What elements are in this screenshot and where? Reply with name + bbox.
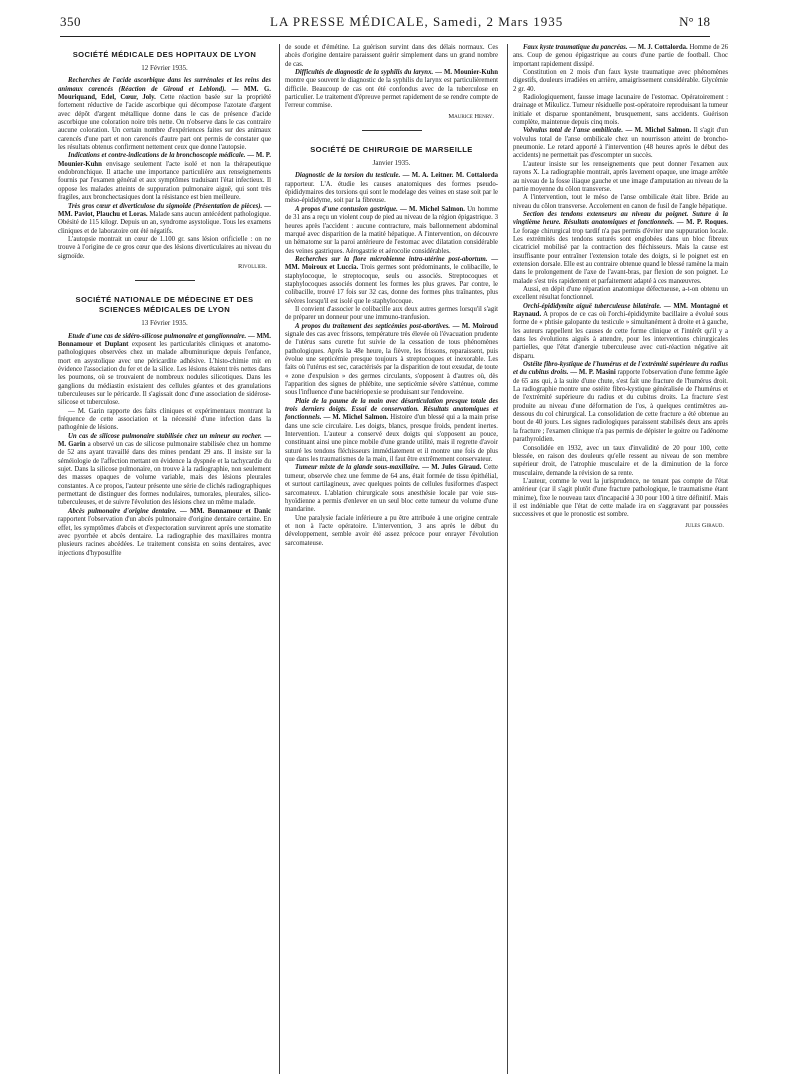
column-3 <box>513 44 728 532</box>
article <box>285 172 498 205</box>
article-title: Etude d'une cas de sidéro-silicose pulmonaire et ganglionnaire. <box>68 332 247 340</box>
article-body: Histoire d'un blessé qui a la main prise dans une scie circulaire. Les doigts, blancs, presque froids, pendent inertes. Intervention. L'auteur a conservé deux doigts qui s'opposent au pouce, constituant ainsi une pince mobile d'une grande utilité, mais il regrette d'avoir suturé les tendons fléchisseurs immédiatement et il montre une fois de plus que dans les traumatismes de la main, il faut être extrêmement conservateur. <box>285 414 499 464</box>
article-title: Très gros cœur et diverticulose du sigmoïde (Présentation de pièces). <box>68 202 263 210</box>
article-authors: — M. P. Mounier-Kuhn <box>58 152 271 168</box>
article-authors: — MM. Bonnamour et Duplant <box>58 332 271 348</box>
article-body: L'auteur insiste sur les renseignements que peut donner l'examen aux rayons X. La radiographie montrait, après lavement opaque, une image arrêtée au niveau de la fosse iliaque gauche et une image d'amputation au niveau de la partie moyenne du côlon transverse. <box>513 160 728 193</box>
article <box>513 127 728 160</box>
article-authors: — M. P. Masini <box>570 369 616 377</box>
article-body: Cette réaction basée sur la propriété fortement réductive de l'acide ascorbique qui décompose l'azotate d'argent avec dépôt d'argent métallique donne dans le cas de présence d'acide ascorbique une coloration noire très nette. On n'observe dans le cas contraire aucune coloration. Un certain nombre d'expériences faites sur des animaux carencés d'une part et non carencés d'autre part ont permis de constater que les résultats obtenus confirment nettement ceux que donne l'autopsie. <box>58 94 271 152</box>
article-authors: — MM. Moiroux et Luccia. <box>285 255 498 272</box>
section-rule <box>135 280 195 281</box>
article <box>285 464 498 514</box>
column-1 <box>58 44 271 558</box>
article-authors: — M. P. Roques. <box>676 219 728 227</box>
article <box>58 152 271 202</box>
column-divider <box>507 44 508 1074</box>
article-title: Recherches de l'acide ascorbique dans les surrénales et les reins des animaux carencés (Réaction de Giroud et Leblond). <box>58 77 271 93</box>
article-authors: — M. A. Leitner. M. Cottalorda <box>402 172 499 180</box>
article <box>285 256 498 306</box>
article-authors: — MM. G. Mouriquand, Edel, Cœur, Joly. <box>58 85 271 102</box>
article-title: Un cas de silicose pulmonaire stabilisée chez un mineur au rocher. <box>68 432 262 440</box>
article-authors: — M. J. Cottalorda. <box>629 44 688 51</box>
article <box>513 303 728 361</box>
article-authors: — MM. Bonnamour et Danic <box>179 507 271 515</box>
article-body: exposent les particularités cliniques et anatomo-pathologiques observées chez un malade albuminurique depuis l'enfance, mort en asystolique avec une péricardite adhésive. L'histo-chimie mit en évidence l'association du fer et de la silice. Les lésions étaient très nettes dans les poumons, où se trouvaient de nombreux nodules silicotiques. Dans les ganglions du médiastin existaient des cellules géantes et des granulations tuberculeuses sur le péricarde. Il s'agissait donc d'une association de sidérose-silicose et tuberculose. <box>58 340 271 407</box>
article-authors: — M. Michel Salmon. <box>400 205 465 213</box>
signature: Maurice Henry. <box>448 112 494 120</box>
session-date: 12 Février 1935. <box>141 64 188 72</box>
journal-title: LA PRESSE MÉDICALE, Samedi, 2 Mars 1935 <box>270 14 564 29</box>
article-authors: — M. Garin <box>58 432 271 449</box>
article-body: envisage seulement l'acte isolé et non la thérapeutique endobronchique. Il attache une importance particulière aux renseignements fournis par l'examen général et aux symptômes traduisant l'état infectieux. Il oppose les malades atteints de suppuration pulmonaire aiguë, qui sont très fragiles, aux bronchectasiques dont la résistance est bien meilleure. <box>58 160 271 202</box>
article-body: L'auteur, comme le veut la jurisprudence, ne tenant pas compte de l'état antérieur (car il s'agit plutôt d'une fracture pathologique, le traumatisme étant minime), fixe le nouveau taux d'incapacité à 30 pour 100 à titre définitif. Mais il est indéniable que l'état de cette malade ira en s'aggravant par poussées successives et que le pronostic est sombre. <box>513 477 728 519</box>
article-body: Trois germes sont prédominants, le colibacille, le staphylocoque, le streptocoque, seuls ou associés. Streptocoques et staphylocoques associés donnent les formes les plus graves. Par contre, le colibacille, trouvé 17 fois sur 32 cas, donne des formes plus traînantes, plus sévères lorsqu'il est isolé que le staphylocoque. <box>285 264 498 305</box>
article-body: Une paralysie faciale inférieure a pu être attribuée à une origine centrale et non à l'acte opératoire. L'intervention, 3 ans après le début du développement, semble avoir été assez précoce pour enrayer l'évolution sarcomateuse. <box>285 514 498 547</box>
article <box>58 508 271 558</box>
article <box>513 361 728 444</box>
society-heading: SOCIÉTÉ NATIONALE DE MÉDECINE ET DES SCIENCES MÉDICALES DE LYON <box>75 295 254 315</box>
article <box>58 333 271 408</box>
article-body: Radiologiquement, fausse image lacunaire de l'estomac. Opératoirement : drainage et Mikulicz. Tumeur résiduelle post-opératoire reproduisant la tumeur initiale et disparue spontanément, brusquement, sans accidents. Guérison complète, maintenue depuis cinq mois. <box>513 94 728 127</box>
article-body: Malade sans aucun antécédent pathologique. Obésité de 115 kilogr. Depuis un an, syndrome asystolique. Tous les examens cliniques et de laboratoire ont été négatifs. <box>58 210 271 235</box>
article-body: montre que souvent le diagnostic de la syphilis du larynx est particulièrement difficile. Beaucoup de cas ont été confondus avec de la tuberculose en particulier. Le traitement d'épreuve permet rapidement de se rendre compte de l'erreur commise. <box>285 77 498 110</box>
article-body: Consolidée en 1932, avec un taux d'invalidité de 20 pour 100, cette blessée, en raison des douleurs qu'elle ressent au niveau de son membre supérieur droit, de l'atrophie musculaire et de la diminution de la force musculaire, demande la révision de sa rente. <box>513 444 728 477</box>
header-rule <box>60 36 710 37</box>
article-title: Section des tendons extenseurs au niveau du poignet. Suture à la vingtième heure. Résultats anatomiques et fonctionnels. <box>513 210 728 227</box>
article-body: rapporteur. L'A. étudie les causes anatomiques des formes pseudo-épididymaires des torsions qui sont le modelage des veines en stase soit par le méso-épididyme, soit par la fibreuse. <box>285 180 498 205</box>
article-title: Indications et contre-indications de la bronchoscopie médicale. <box>68 152 246 160</box>
article-authors: — M. Michel Salmon. <box>323 414 389 422</box>
society-heading: SOCIÉTÉ DE CHIRURGIE DE MARSEILLE <box>310 145 473 155</box>
article-body: Le forage chirurgical trop tardif n'a pas permis d'éviter une suppuration locale. Les extrémités des tendons suturés sont englobées dans un bloc fibreux cicatriciel mobilisé par la contraction des fléchisseurs. Mais la cause est insuffisante pour entraîner l'extension totale des doigts, si le poignet est en extension dorsale. Elle est au contraire obtenue quand le blessé ramène la main dans le prolongement de l'axe de l'avant-bras, par flexion de son poignet. Le malade s'est très rapidement et parfaitement adapté à ces manœuvres. <box>513 227 728 285</box>
article-body: A propos de ce cas où l'orchi-épididymite bacillaire a évolué sous forme de « phtisie galopante du testicule » simultanément à droite et à gauche, les auteurs rappellent les causes de cette forme clinique et l'intérêt qu'il y a dans les évolutions aiguës à attendre, pour les interventions chirurgicales partielles, que l'état d'anergie tuberculeuse avec cuti-réaction négative ait disparu. <box>513 311 728 360</box>
issue-number: N° 18 <box>679 14 710 29</box>
article-body: — M. Garin rapporte des faits cliniques et expérimentaux montrant la fréquence de cette association et la nécessité d'une infection dans la pathogénie de lésions. <box>58 407 271 432</box>
article-body: Constitution en 2 mois d'un faux kyste traumatique avec phénomènes digestifs, douleurs irradiées en arrière, amaigrissement considérable. Glycémie 2 gr. 40. <box>513 69 728 93</box>
article-title: Abcès pulmonaire d'origine dentaire. <box>68 507 177 515</box>
article-authors: — M. Michel Salmon. <box>625 127 692 135</box>
article-body: Il convient d'associer le colibacille aux deux autres germes lorsqu'il s'agit de préparer un donneur pour une immuno-tranfusion. <box>285 305 498 322</box>
article <box>513 211 728 286</box>
article-body: de soude et d'émétine. La guérison survint dans des délais normaux. Ces abcès d'origine dentaire paraissent guérir simplement dans un grand nombre de cas. <box>285 44 498 68</box>
article-body: rapportent l'observation d'un abcès pulmonaire d'origine dentaire certaine. En effet, les symptômes d'abcès et d'expectoration survinrent après une stomatite avec pyorrhée et abcès dentaire. La radiographie des maxillaires montra plusieurs racines abcédées. Le traitement consista en soins dentaires, avec injections d'hyposulfite <box>58 516 271 557</box>
article-title: Difficultés de diagnostic de la syphilis du larynx. <box>295 69 434 77</box>
article-body: Il s'agit d'un volvulus total de l'anse ombilicale chez un nourrisson atteint de broncho-pneumonie. Le retard apporté à l'intervention (48 heures après le début des accidents) ne permettait pas d'escompter un succès. <box>513 127 728 160</box>
article-title: Plaie de la paume de la main avec désarticulation presque totale des trois derniers doigts. Essai de conservation. Résultats anatomiques et fonctionnels. <box>285 397 498 422</box>
article-body: A l'intervention, tout le méso de l'anse ombilicale était libre. Bride au niveau du côlon transverse. Accolement en canon de fusil de l'angle hépatique. <box>513 194 728 210</box>
article-body: Un homme de 31 ans a reçu un violent coup de pied au niveau de la région épigastrique. 3 heures après l'accident : aucune contracture, mais ballonnement abdominal marqué avec disparition de la matité hépatique. A l'intervention, on découvre un hématome sur la paroi antérieure de l'estomac avec dilatation considérable des veines gastriques. Aérogastrie et aérocolie considérables. <box>285 205 498 255</box>
article <box>58 433 271 508</box>
article-title: Diagnostic de la torsion du testicule. <box>295 172 401 180</box>
signature: Rivollier. <box>237 262 267 270</box>
article-body: signale des cas avec frissons, température très élevée où l'évacuation prudente de l'utérus sans curette fut suivie de la cessation de tous phénomènes pathologiques. Après la 48e heure, la fièvre, les frissons, reparaissent, puis évolue une septicémie presque toujours à streptocoques et inexorable. Les faits où l'utérus est sec, caractérisés par la disparition de tout exsudat, de toute « zone d'expulsion » des germes circulants, s'opposent à d'autres où, dès l'apparition des signes de phlébite, une septicémie sévère s'atténue, comme sous l'influence d'une bactériopexie se produisant sur l'endoveine. <box>285 330 498 397</box>
article-body: rapporte l'observation d'une femme âgée de 65 ans qui, à la suite d'une chute, s'est fait une fracture de l'humérus droit. La radiographie montre une ostéite fibro-kystique généralisée de l'humérus et de l'extrémité supérieure du radius et du cubitus droits. La fracture s'est produite au niveau d'une déformation de l'os, à quelques centimètres au-dessous du col chirurgical. La consolidation de cette fracture a été obtenue au bout de 40 jours. Les signes radiologiques paraissent stabilisés deux ans après la fracture ; l'examen clinique n'a pas permis de dépister le goitre ou l'adénome parathyroïdien. <box>513 369 728 444</box>
article-authors: — M. Jules Giraud. <box>422 464 482 472</box>
society-heading: SOCIÉTÉ MÉDICALE DES HOPITAUX DE LYON <box>72 50 257 59</box>
article-body: L'autopsie montrait un cœur de 1.100 gr. sans lésion orificielle : on ne trouve à l'origine de ce gros cœur que des lésions diverticulaires au niveau du sigmoïde. <box>58 235 271 260</box>
article-body: a observé un cas de silicose pulmonaire stabilisée chez un homme de 52 ans ayant travaillé dans des mines pendant 29 ans. Il insiste sur la séméiologie de l'affection mettant en évidence la dyspnée et la tachycardie du sujet. Dans la silicose pulmonaire, on trouve à la radiographie, non seulement des masses opaques de volume variable, mais des lésions pleurales constantes. A ce propos, l'auteur présente une série de clichés radiographiques permettant de distinguer des formes nodulaires, tumorales, pleurales, silico-tuberculeuses, et de suivre l'évolution des lésions chez un même malade. <box>58 441 272 507</box>
article-title: A propos d'une contusion gastrique. <box>295 205 398 213</box>
article-authors: — M. Moiroud <box>452 322 498 330</box>
article-title: Recherches sur la flore microbienne intra-utérine post-abortum. <box>295 255 488 263</box>
column-2 <box>285 44 498 548</box>
article <box>58 203 271 236</box>
page-number: 350 <box>60 14 81 29</box>
article-title: Volvulus total de l'anse ombilicale. <box>523 127 624 135</box>
section-rule <box>362 130 422 131</box>
article <box>285 398 498 465</box>
article-body: Aussi, en dépit d'une réparation anatomique défectueuse, a-t-on obtenu un excellent résultat fonctionnel. <box>513 285 728 302</box>
article-body: Cette tumeur, observée chez une femme de 64 ans, était formée de tissu épithélial, et surtout cartilagineux, avec quelques points de cellules fusiformes d'aspect sarcomateux. L'ablation chirurgicale sous anesthésie locale par voie sus-hyoïdienne a permis d'enlever en un seul bloc cette tumeur du volume d'une mandarine. <box>285 464 499 514</box>
article <box>513 44 728 69</box>
article-title: Tumeur mixte de la glande sous-maxillaire. <box>295 464 420 472</box>
article-authors: — MM. Paviot, Plauchu et Loras. <box>58 202 271 218</box>
article <box>285 206 498 256</box>
page-header <box>60 14 710 36</box>
article-title: Faux kyste traumatique du pancréas. <box>523 44 628 51</box>
article-authors: — MM. Montagné et Raynaud. <box>513 302 729 318</box>
session-date: Janvier 1935. <box>372 159 411 168</box>
article <box>285 69 498 111</box>
article-title: Orchi-épididymite aiguë tuberculeuse bilatérale. <box>523 302 662 310</box>
article-authors: — M. Mounier-Kuhn <box>435 69 498 77</box>
article <box>285 323 498 398</box>
article <box>58 77 271 152</box>
article-body: Homme de 26 ans. Coup de genou épigastrique au cours d'une partie de football. Choc important rapidement dissipé. <box>513 44 728 68</box>
article-title: A propos du traitement des septicémies post-abortives. <box>295 322 451 330</box>
session-date: 13 Février 1935. <box>141 319 188 328</box>
signature: Jules Giraud. <box>685 521 724 529</box>
column-divider <box>279 44 280 1074</box>
article-title: Ostéite fibro-kystique de l'humérus et de l'extrémité supérieure du radius et du cubitus droits. <box>513 361 728 377</box>
